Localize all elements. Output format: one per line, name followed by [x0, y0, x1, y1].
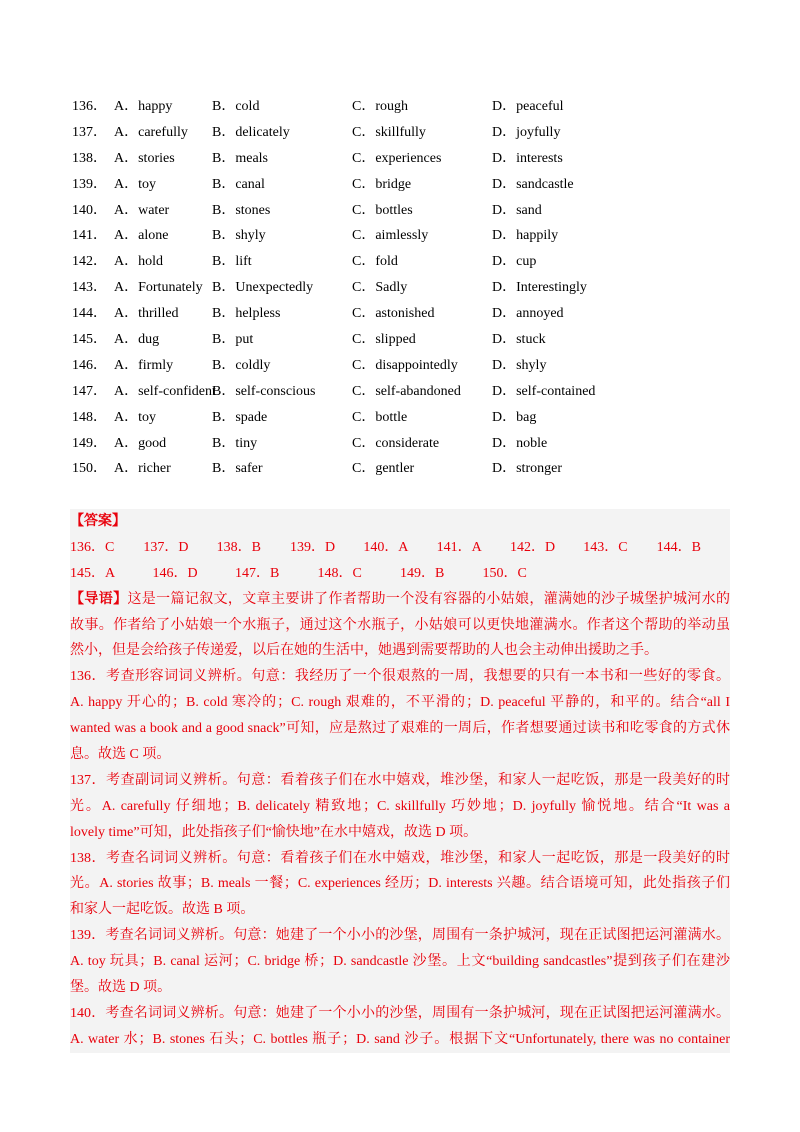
answer-section [70, 509, 730, 1053]
question-number: 146． [72, 357, 107, 373]
question-options-row [72, 172, 732, 198]
option-c: C．bridge [352, 176, 412, 192]
option-a: A．Fortunately [114, 280, 203, 296]
option-d: D．sand [492, 202, 542, 218]
option-c: C．experiences [352, 150, 442, 166]
question-number: 150． [72, 461, 107, 477]
option-b: B．stones [212, 202, 271, 218]
option-d: D．sandcastle [492, 176, 574, 192]
option-d: D．interests [492, 150, 563, 166]
option-d: D．joyfully [492, 124, 561, 140]
guide-line [70, 638, 730, 664]
explanation-line: 136．考查形容词词义辨析。句意：我经历了一个很艰熬的一周，我想要的只有一本书和一些好的零食。 [70, 669, 730, 685]
question-options-row [72, 223, 732, 249]
explanation-line: 和家人一起吃饭。故选 B 项。 [70, 902, 255, 918]
question-options-row [72, 146, 732, 172]
option-c: C．bottle [352, 409, 408, 425]
question-options-row [72, 198, 732, 224]
explanation-line: wanted was a book and a good snack”可知，应是熬过了艰难的一周后，作者想要通过读书和吃零食的方式休 [70, 721, 730, 737]
explanation-line: 光。A. stories 故事；B. meals 一餐；C. experiences 经历；D. interests 兴趣。结合语境可知，此处指孩子们 [70, 876, 730, 892]
answer-key: 146．D [152, 565, 198, 581]
option-b: B．delicately [212, 124, 290, 140]
guide-text: 故事。作者给了小姑娘一个水瓶子，通过这个水瓶子，小姑娘可以更快地灌满水。作者这个帮助的举动虽 [70, 617, 730, 633]
question-number: 139． [72, 176, 107, 192]
option-a: A．firmly [114, 357, 174, 373]
question-options-row [72, 275, 732, 301]
question-options-row [72, 431, 732, 457]
option-a: A．water [114, 202, 170, 218]
question-options-row [72, 353, 732, 379]
option-d: D．self-contained [492, 383, 596, 399]
explanation-line: 140．考查名词词义辨析。句意：她建了一个小小的沙堡，周围有一条护城河，现在正试图把运河灌满水。 [70, 1005, 730, 1021]
option-c: C．Sadly [352, 280, 408, 296]
question-number: 149． [72, 435, 107, 451]
answer-key: 142．D [509, 539, 556, 555]
options-table [72, 94, 732, 482]
option-c: C．aimlessly [352, 228, 429, 244]
explanation-block [70, 664, 730, 768]
option-c: C．astonished [352, 306, 435, 322]
option-c: C．slipped [352, 332, 416, 348]
question-options-row [72, 120, 732, 146]
option-b: B．lift [212, 254, 252, 270]
guide-paragraph [70, 587, 730, 665]
option-a: A．stories [114, 150, 175, 166]
option-d: D．annoyed [492, 306, 564, 322]
guide-line [70, 613, 730, 639]
question-number: 142． [72, 254, 107, 270]
option-b: B．meals [212, 150, 268, 166]
option-d: D．shyly [492, 357, 547, 373]
guide-text: 然小，但是会给孩子传递爱，以后在她的生活中，她遇到需要帮助的人也会主动伸出援助之手。 [70, 643, 658, 659]
option-a: A．dug [114, 332, 160, 348]
option-d: D．noble [492, 435, 548, 451]
explanation-line: A. water 水；B. stones 石头；C. bottles 瓶子；D. sand 沙子。根据下文“Unfortunately, there was no container [70, 1031, 730, 1047]
explanation-line: 光。A. carefully 仔细地；B. delicately 精致地；C. skillfully 巧妙地；D. joyfully 愉悦地。结合“It was a [70, 798, 730, 814]
answer-key: 148．C [317, 565, 362, 581]
option-a: A．thrilled [114, 306, 179, 322]
option-b: B．safer [212, 461, 263, 477]
explanation-line: 堡。故选 D 项。 [70, 980, 172, 996]
question-number: 145． [72, 332, 107, 348]
explanation-line: A. happy 开心的；B. cold 寒冷的；C. rough 艰难的，不平滑的；D. peaceful 平静的，和平的。结合“all I [70, 695, 730, 711]
option-c: C．considerate [352, 435, 440, 451]
option-b: B．self-conscious [212, 383, 316, 399]
explanation-line: lovely time”可知，此处指孩子们“愉快地”在水中嬉戏，故选 D 项。 [70, 824, 478, 840]
option-d: D．happily [492, 228, 559, 244]
option-d: D．stronger [492, 461, 562, 477]
option-c: C．fold [352, 254, 398, 270]
explanation-block [70, 923, 730, 1001]
option-b: B．tiny [212, 435, 258, 451]
option-b: B．coldly [212, 357, 271, 373]
answer-key: 138．B [216, 539, 261, 555]
option-a: A．richer [114, 461, 171, 477]
option-a: A．good [114, 435, 167, 451]
option-b: B．cold [212, 99, 260, 114]
explanation-line: 137．考查副词词义辨析。句意：看着孩子们在水中嬉戏，堆沙堡，和家人一起吃饭，那是一段美好的时 [70, 772, 730, 788]
option-b: B．spade [212, 409, 268, 425]
question-options-row [72, 301, 732, 327]
option-b: B．helpless [212, 306, 281, 322]
explanations [70, 664, 730, 1052]
option-d: D．Interestingly [492, 280, 587, 296]
guide-line [70, 587, 730, 613]
question-number: 144． [72, 306, 107, 322]
answer-keys-row-1 [70, 535, 730, 561]
answer-key: 145．A [70, 565, 116, 581]
answer-key: 143．C [583, 539, 628, 555]
explanation-block [70, 768, 730, 846]
explanation-line: 138．考查名词词义辨析。句意：看着孩子们在水中嬉戏，堆沙堡，和家人一起吃饭，那是一段美好的时 [70, 850, 730, 866]
option-b: B．Unexpectedly [212, 280, 314, 296]
question-number: 147． [72, 383, 107, 399]
option-c: C．rough [352, 99, 408, 114]
option-d: D．bag [492, 409, 537, 425]
answer-keys-row-2 [70, 561, 730, 587]
question-options-row [72, 249, 732, 275]
answer-key: 141．A [436, 539, 482, 555]
answer-key: 147．B [235, 565, 280, 581]
answer-key: 139．D [289, 539, 336, 555]
question-number: 143． [72, 280, 107, 296]
question-number: 141． [72, 228, 107, 244]
explanation-line: A. toy 玩具；B. canal 运河；C. bridge 桥；D. sandcastle 沙堡。上文“building sandcastles”提到孩子们在建沙 [70, 954, 730, 970]
question-options-row [72, 94, 732, 120]
question-options-row [72, 456, 732, 482]
option-c: C．self-abandoned [352, 383, 461, 399]
question-number: 136． [72, 99, 107, 114]
option-a: A．alone [114, 228, 169, 244]
option-a: A．carefully [114, 124, 188, 140]
option-d: D．stuck [492, 332, 546, 348]
question-number: 137． [72, 124, 107, 140]
answer-heading: 【答案】 [70, 514, 126, 529]
answer-key: 149．B [400, 565, 445, 581]
explanation-block [70, 1001, 730, 1053]
explanation-block [70, 846, 730, 924]
option-a: A．hold [114, 254, 163, 270]
question-options-row [72, 327, 732, 353]
answer-key: 140．A [363, 539, 409, 555]
answer-key: 137．D [143, 539, 189, 555]
option-c: C．bottles [352, 202, 413, 218]
answer-key: 144．B [656, 539, 701, 555]
answer-key: 136．C [70, 539, 115, 555]
option-a: A．toy [114, 409, 156, 425]
explanation-line: 息。故选 C 项。 [70, 747, 171, 763]
option-c: C．skillfully [352, 124, 426, 140]
option-b: B．shyly [212, 228, 266, 244]
question-number: 138． [72, 150, 107, 166]
option-c: C．disappointedly [352, 357, 458, 373]
explanation-line: 139．考查名词词义辨析。句意：她建了一个小小的沙堡，周围有一条护城河，现在正试图把运河灌满水。 [70, 928, 730, 944]
option-a: A．happy [114, 99, 173, 114]
option-a: A．self-confident [114, 383, 216, 399]
option-d: D．peaceful [492, 99, 564, 114]
option-c: C．gentler [352, 461, 415, 477]
question-options-row [72, 379, 732, 405]
question-options-row [72, 405, 732, 431]
guide-text: 这是一篇记叙文，文章主要讲了作者帮助一个没有容器的小姑娘，灌满她的沙子城堡护城河水的 [127, 591, 730, 607]
question-number: 140． [72, 202, 107, 218]
option-d: D．cup [492, 254, 537, 270]
question-number: 148． [72, 409, 107, 425]
option-a: A．toy [114, 176, 156, 192]
option-b: B．canal [212, 176, 265, 192]
answer-key: 150．C [482, 565, 527, 581]
option-b: B．put [212, 332, 254, 348]
guide-tag: 【导语】 [70, 591, 128, 607]
